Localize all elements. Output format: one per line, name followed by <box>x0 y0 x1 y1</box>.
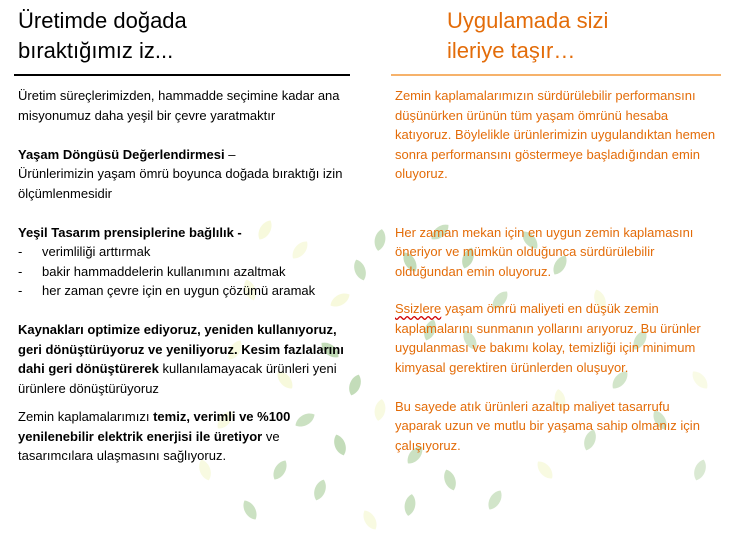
right-paragraph-2: Her zaman mekan için en uygun zemin kaplamasını öneriyor ve mümkün olduğunca sürdürülebilir olduğundan emin oluyoruz. <box>395 224 694 279</box>
right-column <box>391 0 721 455</box>
resources-paragraph <box>18 320 346 398</box>
right-paragraph-1: Zemin kaplamalarımızın sürdürülebilir performansını düşünürken ürünün tüm yaşam ömrünü hesaba katıyoruz. Böylelikle ürünlerimizin uygulandıktan hemen sonra performansını göstermeye başladığından emin oluyoruz. <box>395 88 716 181</box>
list-item: - verimliliği arttırmak <box>18 242 346 262</box>
leaf-shape <box>351 258 368 282</box>
leaf-shape <box>373 228 387 251</box>
left-heading <box>14 6 350 76</box>
energy-bold: temiz, verimli ve %100 yenilenebilir elektrik enerjisi ile üretiyor <box>18 409 291 444</box>
green-design-list <box>18 242 346 301</box>
right-heading-line-1: Uygulamada sizi <box>447 8 609 33</box>
left-column <box>14 0 350 466</box>
resources-bold: Kaynakları optimize ediyoruz, yeniden kullanıyoruz, geri dönüştürüyoruz ve yeniliyoruz. Kesim fazlalarını dahi geri dönüştürerek <box>18 322 344 376</box>
leaf-shape <box>360 508 380 532</box>
list-item: - her zaman çevre için en uygun çözümü aramak <box>18 281 346 301</box>
energy-text-2: ve tasarımcılara ulaşmasını sağlıyoruz. <box>18 428 280 463</box>
right-body <box>391 76 721 455</box>
energy-text-1: Zemin kaplamalarımızı <box>18 409 154 424</box>
right-paragraph-4: Bu sayede atık ürünleri azaltıp maliyet tasarrufu yaparak uzun ve mutlu bir yaşama sahip olmanız için çalışıyoruz. <box>395 398 700 453</box>
right-heading-line-2: ileriye taşır… <box>447 38 576 63</box>
misspelled-word: Ssizlere <box>395 301 442 316</box>
left-body <box>14 76 350 466</box>
leaf-shape <box>534 458 556 482</box>
leaf-shape <box>441 468 458 492</box>
lca-description: Ürünlerimizin yaşam ömrü boyunca doğada bıraktığı izin ölçümlenmesidir <box>18 166 343 201</box>
right-heading <box>391 6 721 76</box>
left-heading-line-1: Üretimde doğada <box>18 8 187 33</box>
list-item: - bakir hammaddelerin kullanımını azaltmak <box>18 262 346 282</box>
lca-paragraph <box>18 145 346 204</box>
right-paragraph-3-text: yaşam ömrü maliyeti en düşük zemin kaplamalarını sunmanın yollarını arıyoruz. Bu ürünler uygulanması ve bakımı kolay, temizliği için minimum kimyasal gerektiren ürünlerden oluşuyor. <box>395 301 701 375</box>
leaf-shape <box>373 398 387 421</box>
right-paragraph-3 <box>395 299 717 377</box>
green-design-title-text: Yeşil Tasarım prensiplerine bağlılık - <box>18 224 242 240</box>
intro-paragraph: Üretim süreçlerimizden, hammadde seçimine kadar ana misyonumuz daha yeşil bir çevre yaratmaktır <box>18 88 340 123</box>
green-design-title <box>18 223 346 243</box>
leaf-shape <box>240 498 260 522</box>
leaf-shape <box>311 478 328 502</box>
lca-dash: – <box>224 146 236 162</box>
leaf-shape <box>403 493 417 516</box>
lca-title: Yaşam Döngüsü Değerlendirmesi <box>18 146 225 162</box>
leaf-shape <box>485 488 505 512</box>
energy-paragraph <box>18 407 346 466</box>
leaf-shape <box>691 458 708 482</box>
resources-text: kullanılamayacak ürünleri yeni ürünlere dönüştürüyoruz <box>18 361 337 396</box>
left-heading-line-2: bıraktığımız iz... <box>18 38 174 63</box>
